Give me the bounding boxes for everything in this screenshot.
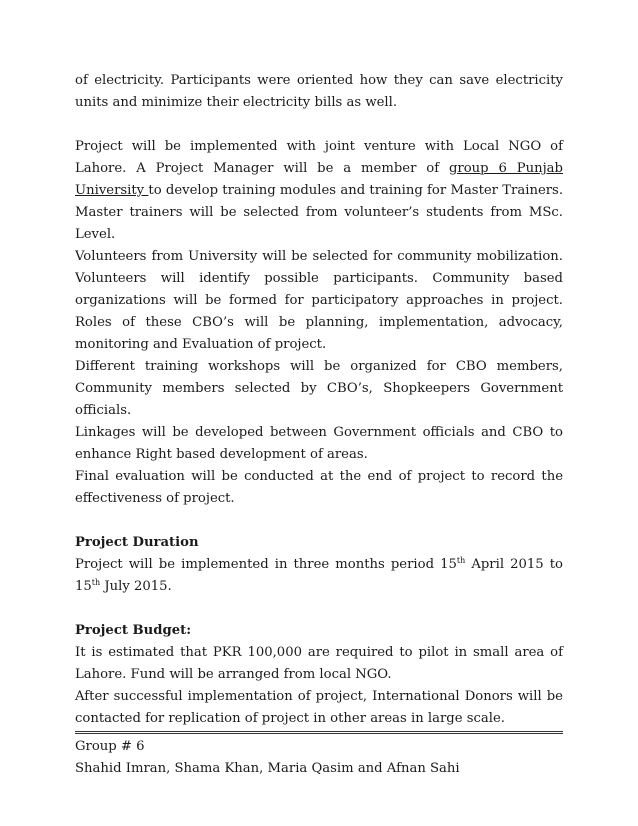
ordinal-suffix: th (456, 556, 466, 565)
duration-text-c: July 2015. (100, 579, 172, 594)
duration-heading: Project Duration (75, 535, 199, 550)
footer-authors: Shahid Imran, Shama Khan, Maria Qasim and Afnan Sahi (75, 761, 460, 776)
duration-text-a: Project will be implemented in three months period 15 (75, 557, 457, 572)
paragraph-implementation (75, 136, 563, 246)
budget-estimate: It is estimated that PKR 100,000 are required to pilot in small area of Lahore. Fund will be arranged from local NGO. (75, 645, 563, 682)
spacer (75, 598, 563, 620)
paragraph-implementation-text-b: to develop training modules and training for Master Trainers. Master trainers will be selected from volunteer’s students from MSc. Level. (75, 183, 564, 242)
budget-donors: After successful implementation of project, International Donors will be contacted for replication of project in other areas in large scale. (75, 689, 563, 726)
paragraph-evaluation: Final evaluation will be conducted at the end of project to record the effectiveness of project. (75, 469, 563, 506)
spacer (75, 114, 563, 136)
budget-heading: Project Budget: (75, 623, 192, 638)
footer (75, 736, 563, 780)
paragraph-volunteers: Volunteers from University will be selected for community mobilization. Volunteers will identify possible participants. Community based organizations will be formed for participatory approaches in project. Roles of these CBO’s will be planning, implementation, advocacy, monitoring and Evaluation of project. (75, 249, 563, 352)
footer-divider (75, 731, 563, 734)
paragraph-electricity: of electricity. Participants were oriented how they can save electricity units and minimize their electricity bills as well. (75, 73, 563, 110)
footer-group: Group # 6 (75, 739, 145, 754)
document-page (75, 70, 563, 780)
paragraph-implementation-text-a: Project will be implemented with joint venture with Local NGO of Lahore. A Project Manager will be a member of (75, 139, 563, 176)
ordinal-suffix: th (91, 578, 101, 587)
spacer (75, 510, 563, 532)
university-link[interactable]: group 6 Punjab University (75, 161, 563, 198)
duration-text-b: April 2015 to 15 (75, 557, 564, 594)
paragraph-workshops: Different training workshops will be organized for CBO members, Community members selected by CBO’s, Shopkeepers Government officials. (75, 359, 563, 418)
paragraph-linkages: Linkages will be developed between Government officials and CBO to enhance Right based development of areas. (75, 425, 563, 462)
duration-text (75, 554, 563, 598)
